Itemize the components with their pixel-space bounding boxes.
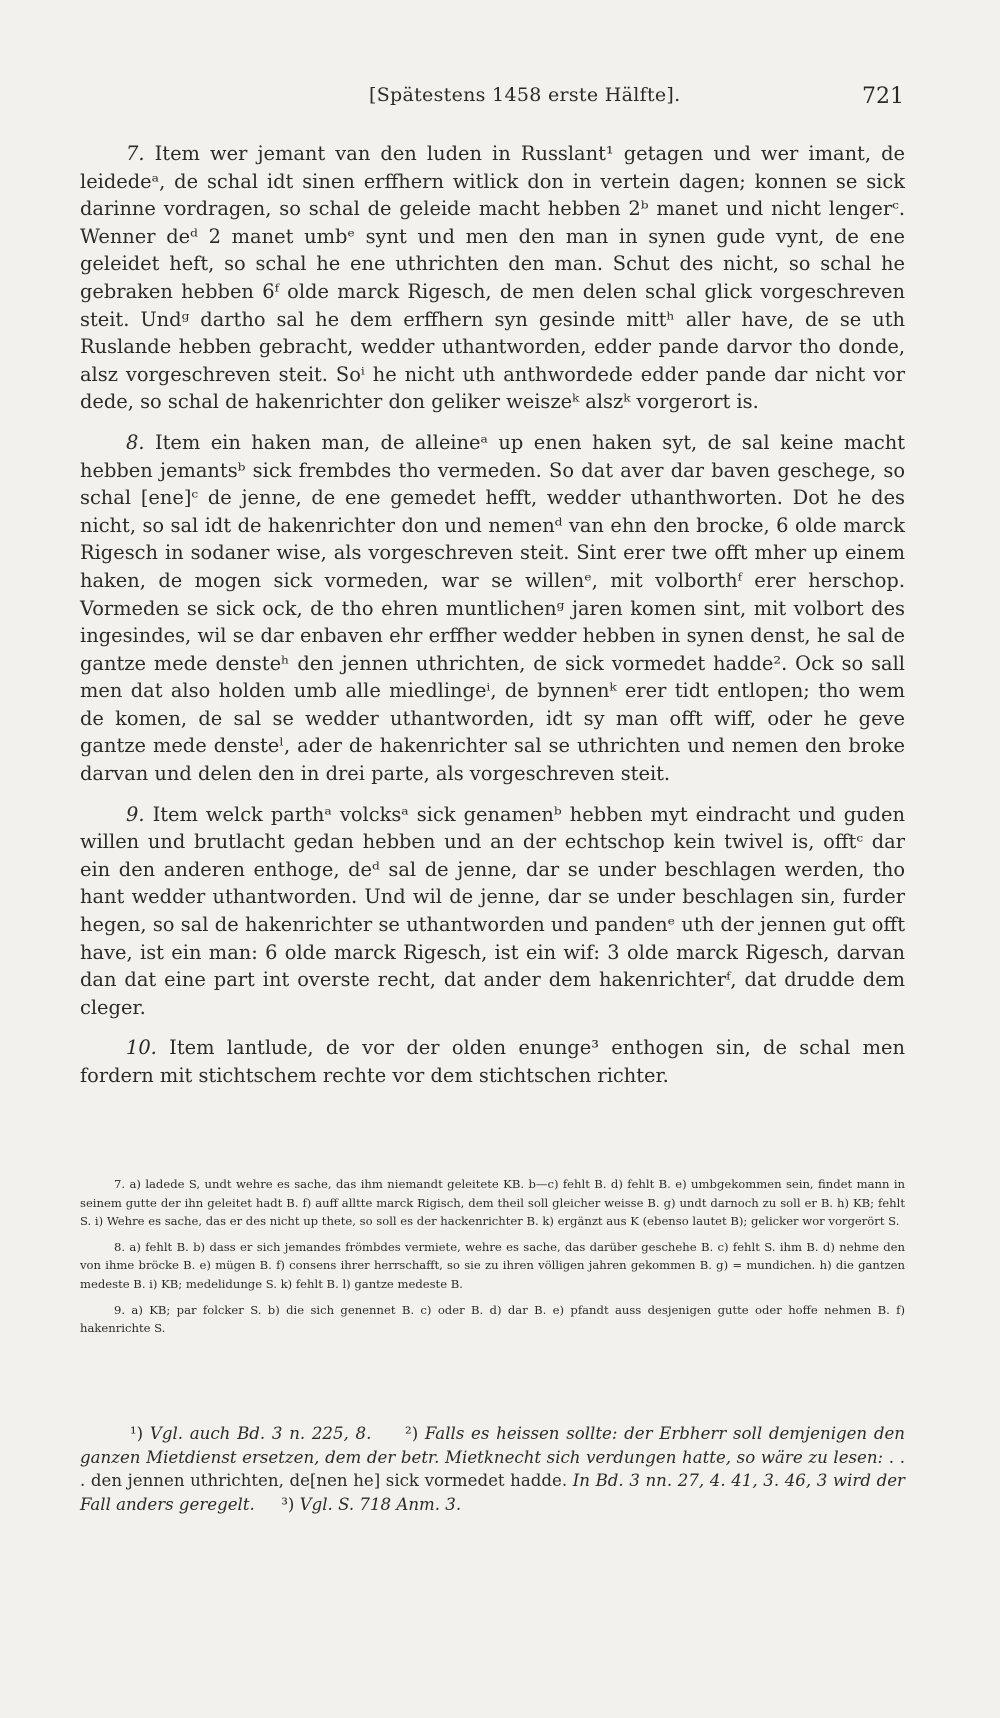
footnote-quote: . . . den jennen uthrichten, de[nen he] sick vormedet hadde. [80,1447,905,1491]
footnote-marker: ¹) [130,1424,144,1443]
paragraph-number: 10. [126,1036,157,1060]
page-header [0,84,1000,114]
critical-apparatus [80,1175,905,1345]
footnote-marker: ²) [405,1424,419,1443]
page-number: 721 [862,84,904,109]
paragraph-text: Item lantlude, de vor der olden enunge³ enthogen sin, de schal men fordern mit stichtschem rechte vor dem stichtschen richter. [80,1036,905,1087]
paragraph-number: 9. [126,802,145,826]
footnote-text: In Bd. 3 nn. 27, 4. 41, 3. 46, 3 wird der Fall anders geregelt. [80,1471,905,1514]
footnote-group [80,1422,905,1516]
running-head: [Spätestens 1458 erste Hälfte]. [369,84,681,106]
footnote-text: Vgl. auch Bd. 3 n. 225, 8. [149,1424,372,1443]
footnotes [80,1422,905,1516]
main-text [80,140,905,1103]
paragraph-text: Item welck parthᵃ volcksᵃ sick genamenᵇ hebben myt eindracht und guden willen und brutlacht gedan hebben und an der echtschop kein twivel is, offtᶜ dar ein den anderen enthoge, deᵈ sal de jenne, dar se under beschlagen werden, tho hant wedder uthantworden. Und wil de jenne, dar se under beschlagen sin, furder hegen, so sal de hakenrichter se uthantworden und pandenᵉ uth der jennen gut offt have, ist ein man: 6 olde marck Rigesch, ist ein wif: 3 olde marck Rigesch, darvan dan dat eine part int overste recht, dat ander dem hakenrichterᶠ, dat drudde dem cleger. [80,802,905,1019]
paragraph-10 [80,1034,905,1089]
paragraph-9 [80,801,905,1022]
apparatus-block-9: 9. a) KB; par folcker S. b) die sich genennet B. c) oder B. d) dar B. e) pfandt auss desjenigen gutte oder hoffe nehmen B. f) hakenrichte S. [80,1302,905,1336]
paragraph-7 [80,140,905,416]
paragraph-8 [80,429,905,788]
paragraph-number: 8. [126,430,145,454]
apparatus-block-7: 7. a) ladede S, undt wehre es sache, das ihm niemandt geleitete KB. b—c) fehlt B. d) fehlt B. e) umbgekommen sein, findet mann in seinem gutte der ihn geleitet hadt B. f) auff alltte marck Rigisch, dem theil soll gleicher weisse B. g) undt darnoch zu soll er B. h) KB; fehlt S. i) Wehre es sache, das er des nicht up thete, so soll es der hackenrichter B. k) ergänzt aus K (ebenso lautet B); gelicker wor vorgerört S. [80,1177,905,1229]
footnote-marker: ³) [281,1494,295,1514]
footnote-text: Vgl. S. 718 Anm. 3. [299,1494,462,1514]
apparatus-block-8: 8. a) fehlt B. b) dass er sich jemandes frömbdes vermiete, wehre es sache, das darüber geschehe B. c) fehlt S. ihm B. d) nehme den von ihme bröcke B. e) mügen B. f) consens ihrer herrschafft, so sie zu ihren völligen jahren gekommen B. g) = mundichen. h) die gantzen medeste B. i) KB; medelidunge S. k) fehlt B. l) gantze medeste B. [80,1239,905,1291]
paragraph-text: Item ein haken man, de alleineᵃ up enen haken syt, de sal keine macht hebben jemantsᵇ sick frembdes tho vermeden. So dat aver dar baven geschege, so schal [ene]ᶜ de jenne, de ene gemedet hefft, wedder uthanthworten. Dot he des nicht, so sal idt de hakenrichter don und nemenᵈ van ehn den brocke, 6 olde marck Rigesch in sodaner wise, als vorgeschreven steit. Sint erer twe offt mher up einem haken, de mogen sick vormeden, war se willenᵉ, mit volborthᶠ erer herschop. Vormeden se sick ock, de tho ehren muntlichenᵍ jaren komen sint, mit volbort des ingesindes, wil se dar enbaven ehr erffher wedder hebben in synen denst, he sal de gantze mede densteʰ den jennen uthrichten, de sick vormedet hadde². Ock so sall men dat also holden umb alle miedlingeⁱ, de bynnenᵏ erer tidt entlopen; tho wem de komen, de sal se wedder uthantworden, idt sy man offt wiff, oder he geve gantze mede densteˡ, ader de hakenrichter sal se uthrichten und nemen den broke darvan und delen den in drei parte, als vorgeschreven steit. [80,430,905,786]
paragraph-text: Item wer jemant van den luden in Russlant¹ getagen und wer imant, de leidedeᵃ, de schal idt sinen erffhern witlick don in vertein dagen; konnen se sick darinne vordragen, so schal de geleide macht hebben 2ᵇ manet und nicht lengerᶜ. Wenner deᵈ 2 manet umbᵉ synt und men den man in synen gude vynt, de ene geleidet heft, so schal he ene uthrichten den man. Schut des nicht, so schal he gebraken hebben 6ᶠ olde marck Rigesch, de men delen schal glick vorgeschreven steit. Undᵍ dartho sal he dem erffhern syn gesinde mittʰ aller have, de se uth Ruslande hebben gebracht, wedder uthantworden, edder pande darvor tho donde, alsz vorgeschreven steit. Soⁱ he nicht uth anthwordede edder pande dar nicht vor dede, so schal de hakenrichter don geliker weiszeᵏ alszᵏ vorgerort is. [80,142,905,414]
footnote-text: Falls es heissen sollte: der Erbherr soll demjenigen den ganzen Mietdienst ersetzen, dem der betr. Mietknecht sich verdungen hatte, so wäre zu lesen: [80,1424,905,1467]
paragraph-number: 7. [126,142,145,165]
